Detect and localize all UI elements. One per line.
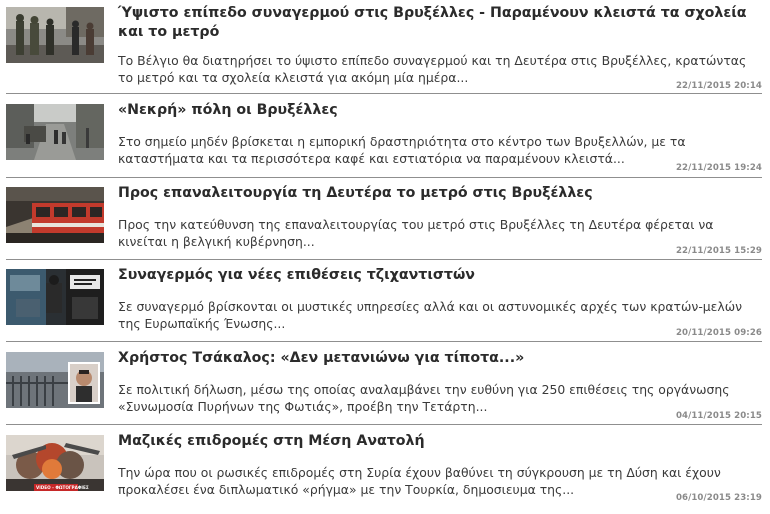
- item-divider: [6, 341, 762, 342]
- empty-street-image: [6, 104, 104, 160]
- prison-portrait-image: [6, 352, 104, 408]
- article-excerpt: Το Βέλγιο θα διατηρήσει το ύψιστο επίπεδο συναγερμού και τη Δευτέρα στις Βρυξέλλες, κρατώντας το μετρό και τα σχολεία κλειστά για ακόμη μία ημέρα...: [118, 53, 747, 85]
- article-thumbnail[interactable]: [6, 7, 104, 63]
- soldiers-street-image: [6, 7, 104, 63]
- news-item: [0, 349, 770, 431]
- airstrike-explosion-image: [6, 435, 104, 491]
- article-thumbnail[interactable]: [6, 187, 104, 243]
- item-divider: [6, 177, 762, 178]
- article-date: 06/10/2015 23:19: [675, 493, 762, 503]
- article-thumbnail[interactable]: [6, 352, 104, 408]
- article-date: 22/11/2015 20:14: [675, 81, 762, 91]
- article-title-link[interactable]: «Νεκρή» πόλη οι Βρυξέλλες: [118, 102, 338, 118]
- article-excerpt: Την ώρα που οι ρωσικές επιδρομές στη Συρία έχουν βαθύνει τη σύγκρουση με τη Δύση και έχουν προκαλέσει ένα διπλωματικό «ρήγμα» με την Τουρκία, δημοσιευμα της...: [118, 465, 721, 497]
- item-divider: [6, 259, 762, 260]
- article-thumbnail[interactable]: [6, 269, 104, 325]
- article-title-link[interactable]: Προς επαναλειτουργία τη Δευτέρα το μετρό στις Βρυξέλλες: [118, 185, 593, 201]
- article-title-link[interactable]: Χρήστος Τσάκαλος: «Δεν μετανιώνω για τίποτα...»: [118, 350, 525, 366]
- article-date: 20/11/2015 09:26: [675, 328, 762, 338]
- item-divider: [6, 424, 762, 425]
- article-excerpt: Στο σημείο μηδέν βρίσκεται η εμπορική δραστηριότητα στο κέντρο των Βρυξελλών, με τα καταστήματα και τα περισσότερα καφέ και εστιατόρια να παραμένουν κλειστά...: [118, 134, 686, 166]
- article-thumbnail[interactable]: [6, 435, 104, 491]
- article-excerpt: Σε συναγερμό βρίσκονται οι μυστικές υπηρεσίες αλλά και οι αστυνομικές αρχές των κρατών-μελών της Ευρωπαϊκής Ένωσης...: [118, 299, 742, 331]
- article-title-link[interactable]: Μαζικές επιδρομές στη Μέση Ανατολή: [118, 433, 425, 449]
- jihadist-fighters-image: [6, 269, 104, 325]
- news-item: [0, 101, 770, 183]
- news-item: [0, 266, 770, 348]
- news-item: [0, 184, 770, 266]
- article-title-link[interactable]: Ύψιστο επίπεδο συναγερμού στις Βρυξέλλες - Παραμένουν κλειστά τα σχολεία και το μετρό: [118, 5, 747, 40]
- item-divider: [6, 93, 762, 94]
- article-date: 22/11/2015 19:24: [675, 163, 762, 173]
- article-date: 22/11/2015 15:29: [675, 246, 762, 256]
- news-item: [0, 432, 770, 514]
- thumb-caption: VIDEO - ΦΩΤΟΓΡΑΦΙΕΣ: [36, 485, 89, 490]
- news-item: [0, 4, 770, 91]
- article-thumbnail[interactable]: [6, 104, 104, 160]
- metro-train-image: [6, 187, 104, 243]
- article-date: 04/11/2015 20:15: [675, 411, 762, 421]
- article-title-link[interactable]: Συναγερμός για νέες επιθέσεις τζιχαντιστών: [118, 267, 475, 283]
- article-excerpt: Σε πολιτική δήλωση, μέσω της οποίας αναλαμβάνει την ευθύνη για 250 επιθέσεις της οργάνωσης «Συνωμοσία Πυρήνων της Φωτιάς», προέβη την Τετάρτη...: [118, 382, 730, 414]
- article-excerpt: Προς την κατεύθυνση της επαναλειτουργίας του μετρό στις Βρυξέλλες τη Δευτέρα φέρεται να κινείται η βελγική κυβέρνηση...: [118, 217, 714, 249]
